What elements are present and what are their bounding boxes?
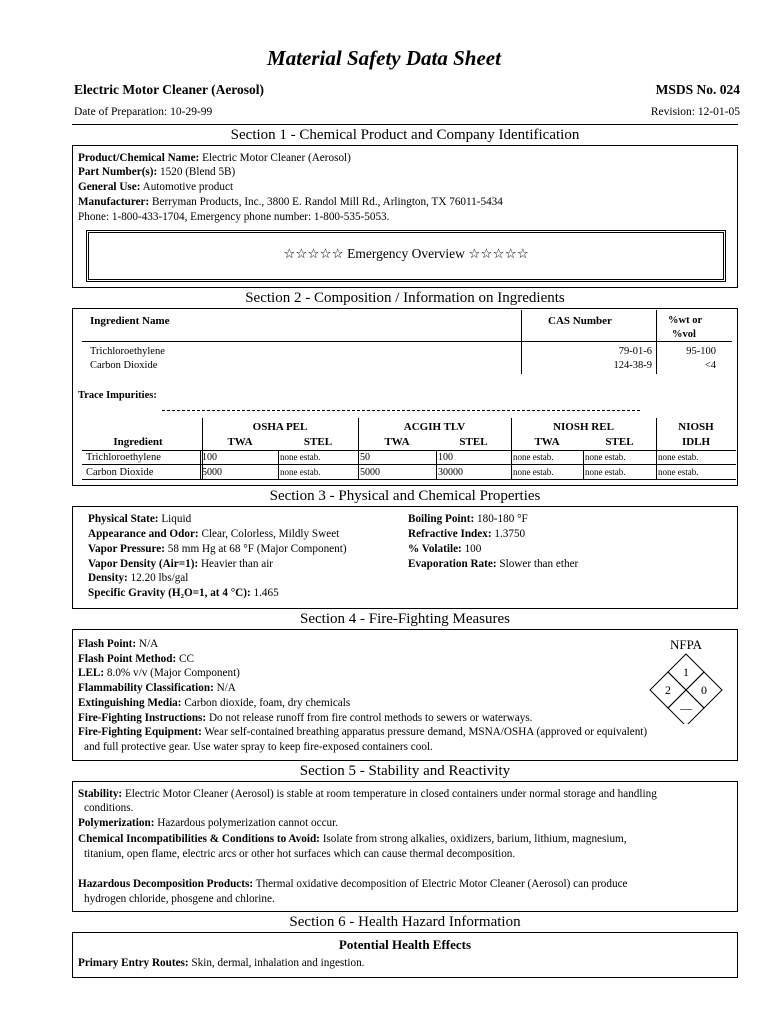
s4-flash-point: Flash Point: N/A — [78, 638, 159, 650]
nfpa-diamond — [640, 634, 732, 724]
nfpa-bottom-value: — — [680, 701, 692, 715]
s3-refractive-index: Refractive Index: 1.3750 — [408, 528, 526, 540]
emergency-overview-box — [86, 230, 726, 282]
idlh-value: none estab. — [658, 467, 699, 477]
nfpa-right-value: 0 — [701, 683, 707, 697]
s3-evaporation-rate: Evaporation Rate: Slower than ether — [408, 558, 579, 570]
section4-heading: Section 4 - Fire-Fighting Measures — [72, 608, 738, 630]
idlh-header: IDLH — [681, 436, 711, 448]
niosh-header: NIOSH — [678, 421, 714, 433]
s6-primary-entry-routes: Primary Entry Routes: Skin, dermal, inhalation and ingestion. — [78, 957, 365, 969]
col-wt-line1: %wt or — [668, 315, 703, 326]
s4-extinguishing-media: Extinguishing Media: Carbon dioxide, foam, dry chemicals — [78, 697, 351, 709]
revision-date: Revision: 12-01-05 — [650, 106, 740, 118]
rel-stel-value: none estab. — [585, 467, 626, 477]
osha-stel-value: none estab. — [280, 452, 321, 462]
section2-heading: Section 2 - Composition / Information on Ingredients — [72, 287, 738, 309]
acgih-twa-header: TWA — [384, 436, 410, 448]
s5-polymerization: Polymerization: Hazardous polymerization cannot occur. — [78, 817, 339, 829]
document-title: Material Safety Data Sheet — [267, 46, 501, 70]
acgih-twa-value: 5000 — [360, 467, 380, 478]
table-rule — [82, 341, 732, 342]
s1-part-number: Part Number(s): 1520 (Blend 5B) — [78, 166, 236, 178]
ingredient-col-header: Ingredient — [113, 436, 163, 448]
s3-boiling-point: Boiling Point: 180-180 °F — [408, 513, 528, 525]
s4-equipment-cont: and full protective gear. Use water spray to keep fire-exposed containers cool. — [84, 741, 433, 753]
section5-heading: Section 5 - Stability and Reactivity — [72, 760, 738, 782]
trace-impurities-label: Trace Impurities: — [78, 390, 157, 401]
s4-lel: LEL: 8.0% v/v (Major Component) — [78, 667, 240, 679]
osha-stel-header: STEL — [303, 436, 333, 448]
limits-cell-rule — [436, 450, 437, 479]
nfpa-label: NFPA — [669, 637, 703, 652]
product-name: Electric Motor Cleaner (Aerosol) — [74, 82, 265, 97]
acgih-stel-value: 100 — [438, 452, 453, 463]
acgih-tlv-header: ACGIH TLV — [403, 421, 466, 433]
col-wt-line2: %vol — [672, 329, 696, 340]
s1-general-use: General Use: Automotive product — [78, 181, 234, 193]
s5-stability-cont: conditions. — [84, 802, 134, 814]
s1-phone: Phone: 1-800-433-1704, Emergency phone number: 1-800-535-5053. — [78, 211, 390, 223]
ingredient-name: Carbon Dioxide — [90, 360, 158, 371]
s3-appearance: Appearance and Odor: Clear, Colorless, Mildly Sweet — [88, 528, 340, 540]
rel-stel-header: STEL — [605, 436, 634, 448]
msds-number: MSDS No. 024 — [655, 82, 740, 97]
s3-physical-state: Physical State: Liquid — [88, 513, 192, 525]
s3-volatile: % Volatile: 100 — [408, 543, 482, 555]
limits-rule — [82, 450, 736, 451]
col-ingredient-name: Ingredient Name — [90, 315, 170, 327]
idlh-value: none estab. — [658, 452, 699, 462]
s5-stability: Stability: Electric Motor Cleaner (Aerosol) is stable at room temperature in closed containers under normal storage and handling — [78, 788, 657, 800]
ingredient-cas: 124-38-9 — [613, 360, 652, 371]
nfpa-left-value: 2 — [665, 683, 671, 697]
rel-twa-value: none estab. — [513, 467, 554, 477]
s4-flammability: Flammability Classification: N/A — [78, 682, 236, 694]
emergency-overview-text: ☆☆☆☆☆ Emergency Overview ☆☆☆☆☆ — [283, 246, 529, 261]
acgih-twa-value: 50 — [360, 452, 370, 463]
section3-heading: Section 3 - Physical and Chemical Properties — [72, 485, 738, 507]
rel-twa-header: TWA — [534, 436, 560, 448]
section1-heading: Section 1 - Chemical Product and Company Identification — [72, 124, 738, 146]
acgih-stel-value: 30000 — [438, 467, 463, 478]
s1-manufacturer: Manufacturer: Berryman Products, Inc., 3800 E. Randol Mill Rd., Arlington, TX 76011-5434 — [78, 196, 503, 208]
limits-cell-rule — [278, 450, 279, 479]
s5-decomposition-cont: hydrogen chloride, phosgene and chlorine. — [84, 893, 275, 905]
osha-twa-value: 5000 — [202, 467, 222, 478]
osha-twa-header: TWA — [227, 436, 253, 448]
trace-rule — [162, 410, 640, 411]
osha-stel-value: none estab. — [280, 467, 321, 477]
limits-cell-rule — [200, 450, 201, 479]
limits-rule — [82, 464, 736, 465]
nfpa-top-value: 1 — [683, 665, 689, 679]
s3-vapor-pressure: Vapor Pressure: 58 mm Hg at 68 °F (Major Component) — [88, 543, 347, 555]
ingredient-wt: <4 — [704, 360, 716, 371]
limits-ingredient: Carbon Dioxide — [86, 467, 154, 478]
ingredient-name: Trichloroethylene — [90, 346, 165, 357]
s4-flash-point-method: Flash Point Method: CC — [78, 653, 194, 665]
osha-twa-value: 100 — [202, 452, 217, 463]
s4-equipment: Fire-Fighting Equipment: Wear self-contained breathing apparatus pressure demand, MSNA/OSHA (approved or equivalent) — [78, 726, 648, 738]
s4-instructions: Fire-Fighting Instructions: Do not release runoff from fire control methods to sewers or waterways. — [78, 712, 533, 724]
limits-cell-rule — [583, 450, 584, 479]
acgih-stel-header: STEL — [459, 436, 488, 448]
rel-twa-value: none estab. — [513, 452, 554, 462]
rel-stel-value: none estab. — [585, 452, 626, 462]
table-divider — [521, 310, 522, 374]
s5-incompatibilities: Chemical Incompatibilities & Conditions to Avoid: Isolate from strong alkalies, oxidizers, barium, lithium, magnesium, — [78, 833, 627, 845]
s6-subheading: Potential Health Effects — [338, 937, 472, 952]
limits-rule — [82, 479, 736, 480]
table-divider — [656, 310, 657, 374]
s3-specific-gravity: Specific Gravity (H₂O=1, at 4 °C): 1.465 — [88, 587, 279, 599]
ingredient-wt: 95-100 — [686, 346, 716, 357]
s1-product-name: Product/Chemical Name: Electric Motor Cleaner (Aerosol) — [78, 152, 351, 164]
section6-heading: Section 6 - Health Hazard Information — [72, 911, 738, 933]
osha-pel-header: OSHA PEL — [252, 421, 308, 433]
ingredient-cas: 79-01-6 — [618, 346, 652, 357]
col-cas-number: CAS Number — [548, 315, 612, 327]
s5-decomposition: Hazardous Decomposition Products: Thermal oxidative decomposition of Electric Motor Cleaner (Aerosol) can produce — [78, 878, 628, 890]
s3-density: Density: 12.20 lbs/gal — [88, 572, 189, 584]
niosh-rel-header: NIOSH REL — [553, 421, 614, 433]
limits-ingredient: Trichloroethylene — [86, 452, 161, 463]
s3-vapor-density: Vapor Density (Air=1): Heavier than air — [88, 558, 274, 570]
s5-incompatibilities-cont: titanium, open flame, electric arcs or other hot surfaces which can cause thermal decomposition. — [84, 848, 516, 860]
date-of-preparation: Date of Preparation: 10-29-99 — [74, 106, 213, 118]
